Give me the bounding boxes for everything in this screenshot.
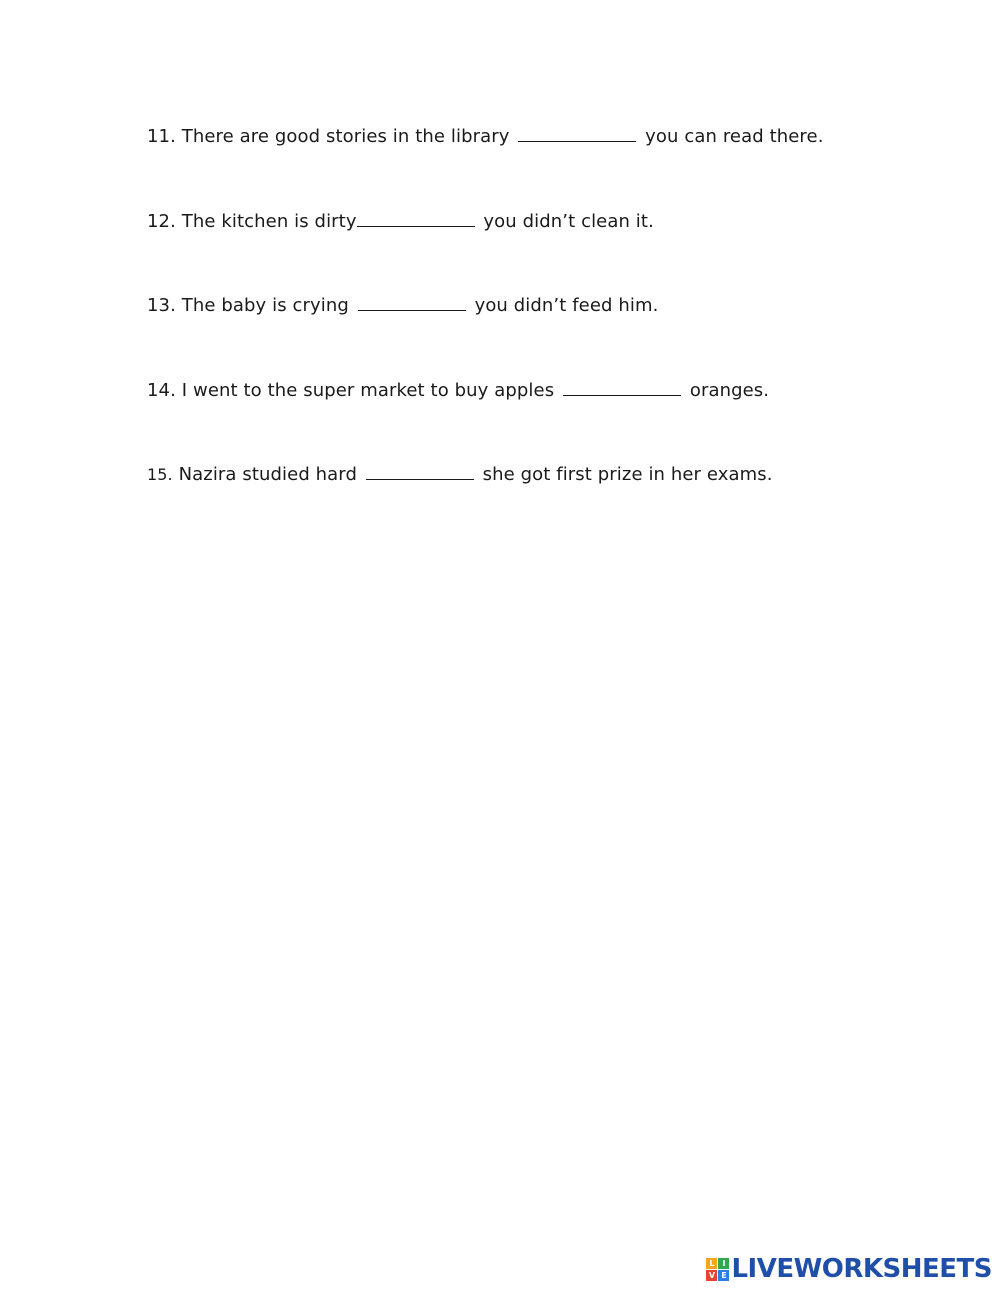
answer-blank[interactable] xyxy=(357,208,475,227)
question-13 xyxy=(147,292,658,318)
question-text-before: Nazira studied hard xyxy=(178,464,358,485)
question-text-before: I went to the super market to buy apples xyxy=(181,380,555,401)
question-number: 12. xyxy=(147,211,176,232)
question-number: 15. xyxy=(147,465,173,484)
logo-mark-icon xyxy=(706,1258,729,1281)
question-text-after: oranges. xyxy=(689,380,770,401)
liveworksheets-logo xyxy=(706,1254,992,1284)
logo-mark-letter: L xyxy=(706,1258,717,1269)
logo-mark-letter: I xyxy=(718,1258,729,1269)
question-text-after: you can read there. xyxy=(645,126,824,147)
question-number: 14. xyxy=(147,380,176,401)
question-text-before: There are good stories in the library xyxy=(181,126,510,147)
question-12 xyxy=(147,208,654,234)
answer-blank[interactable] xyxy=(563,377,681,396)
logo-text: LIVEWORKSHEETS xyxy=(731,1254,992,1284)
logo-mark-letter: V xyxy=(706,1270,717,1281)
question-text-after: you didn’t clean it. xyxy=(483,211,654,232)
question-text-after: she got first prize in her exams. xyxy=(482,464,773,485)
question-14 xyxy=(147,377,769,403)
answer-blank[interactable] xyxy=(366,461,474,480)
answer-blank[interactable] xyxy=(358,292,466,311)
answer-blank[interactable] xyxy=(518,123,636,142)
question-text-before: The kitchen is dirty xyxy=(181,211,357,232)
question-number: 11. xyxy=(147,126,176,147)
question-text-before: The baby is crying xyxy=(181,295,349,316)
question-text-after: you didn’t feed him. xyxy=(474,295,659,316)
question-15 xyxy=(147,461,773,487)
logo-mark-letter: E xyxy=(718,1270,729,1281)
question-number: 13. xyxy=(147,295,176,316)
question-11 xyxy=(147,123,824,149)
